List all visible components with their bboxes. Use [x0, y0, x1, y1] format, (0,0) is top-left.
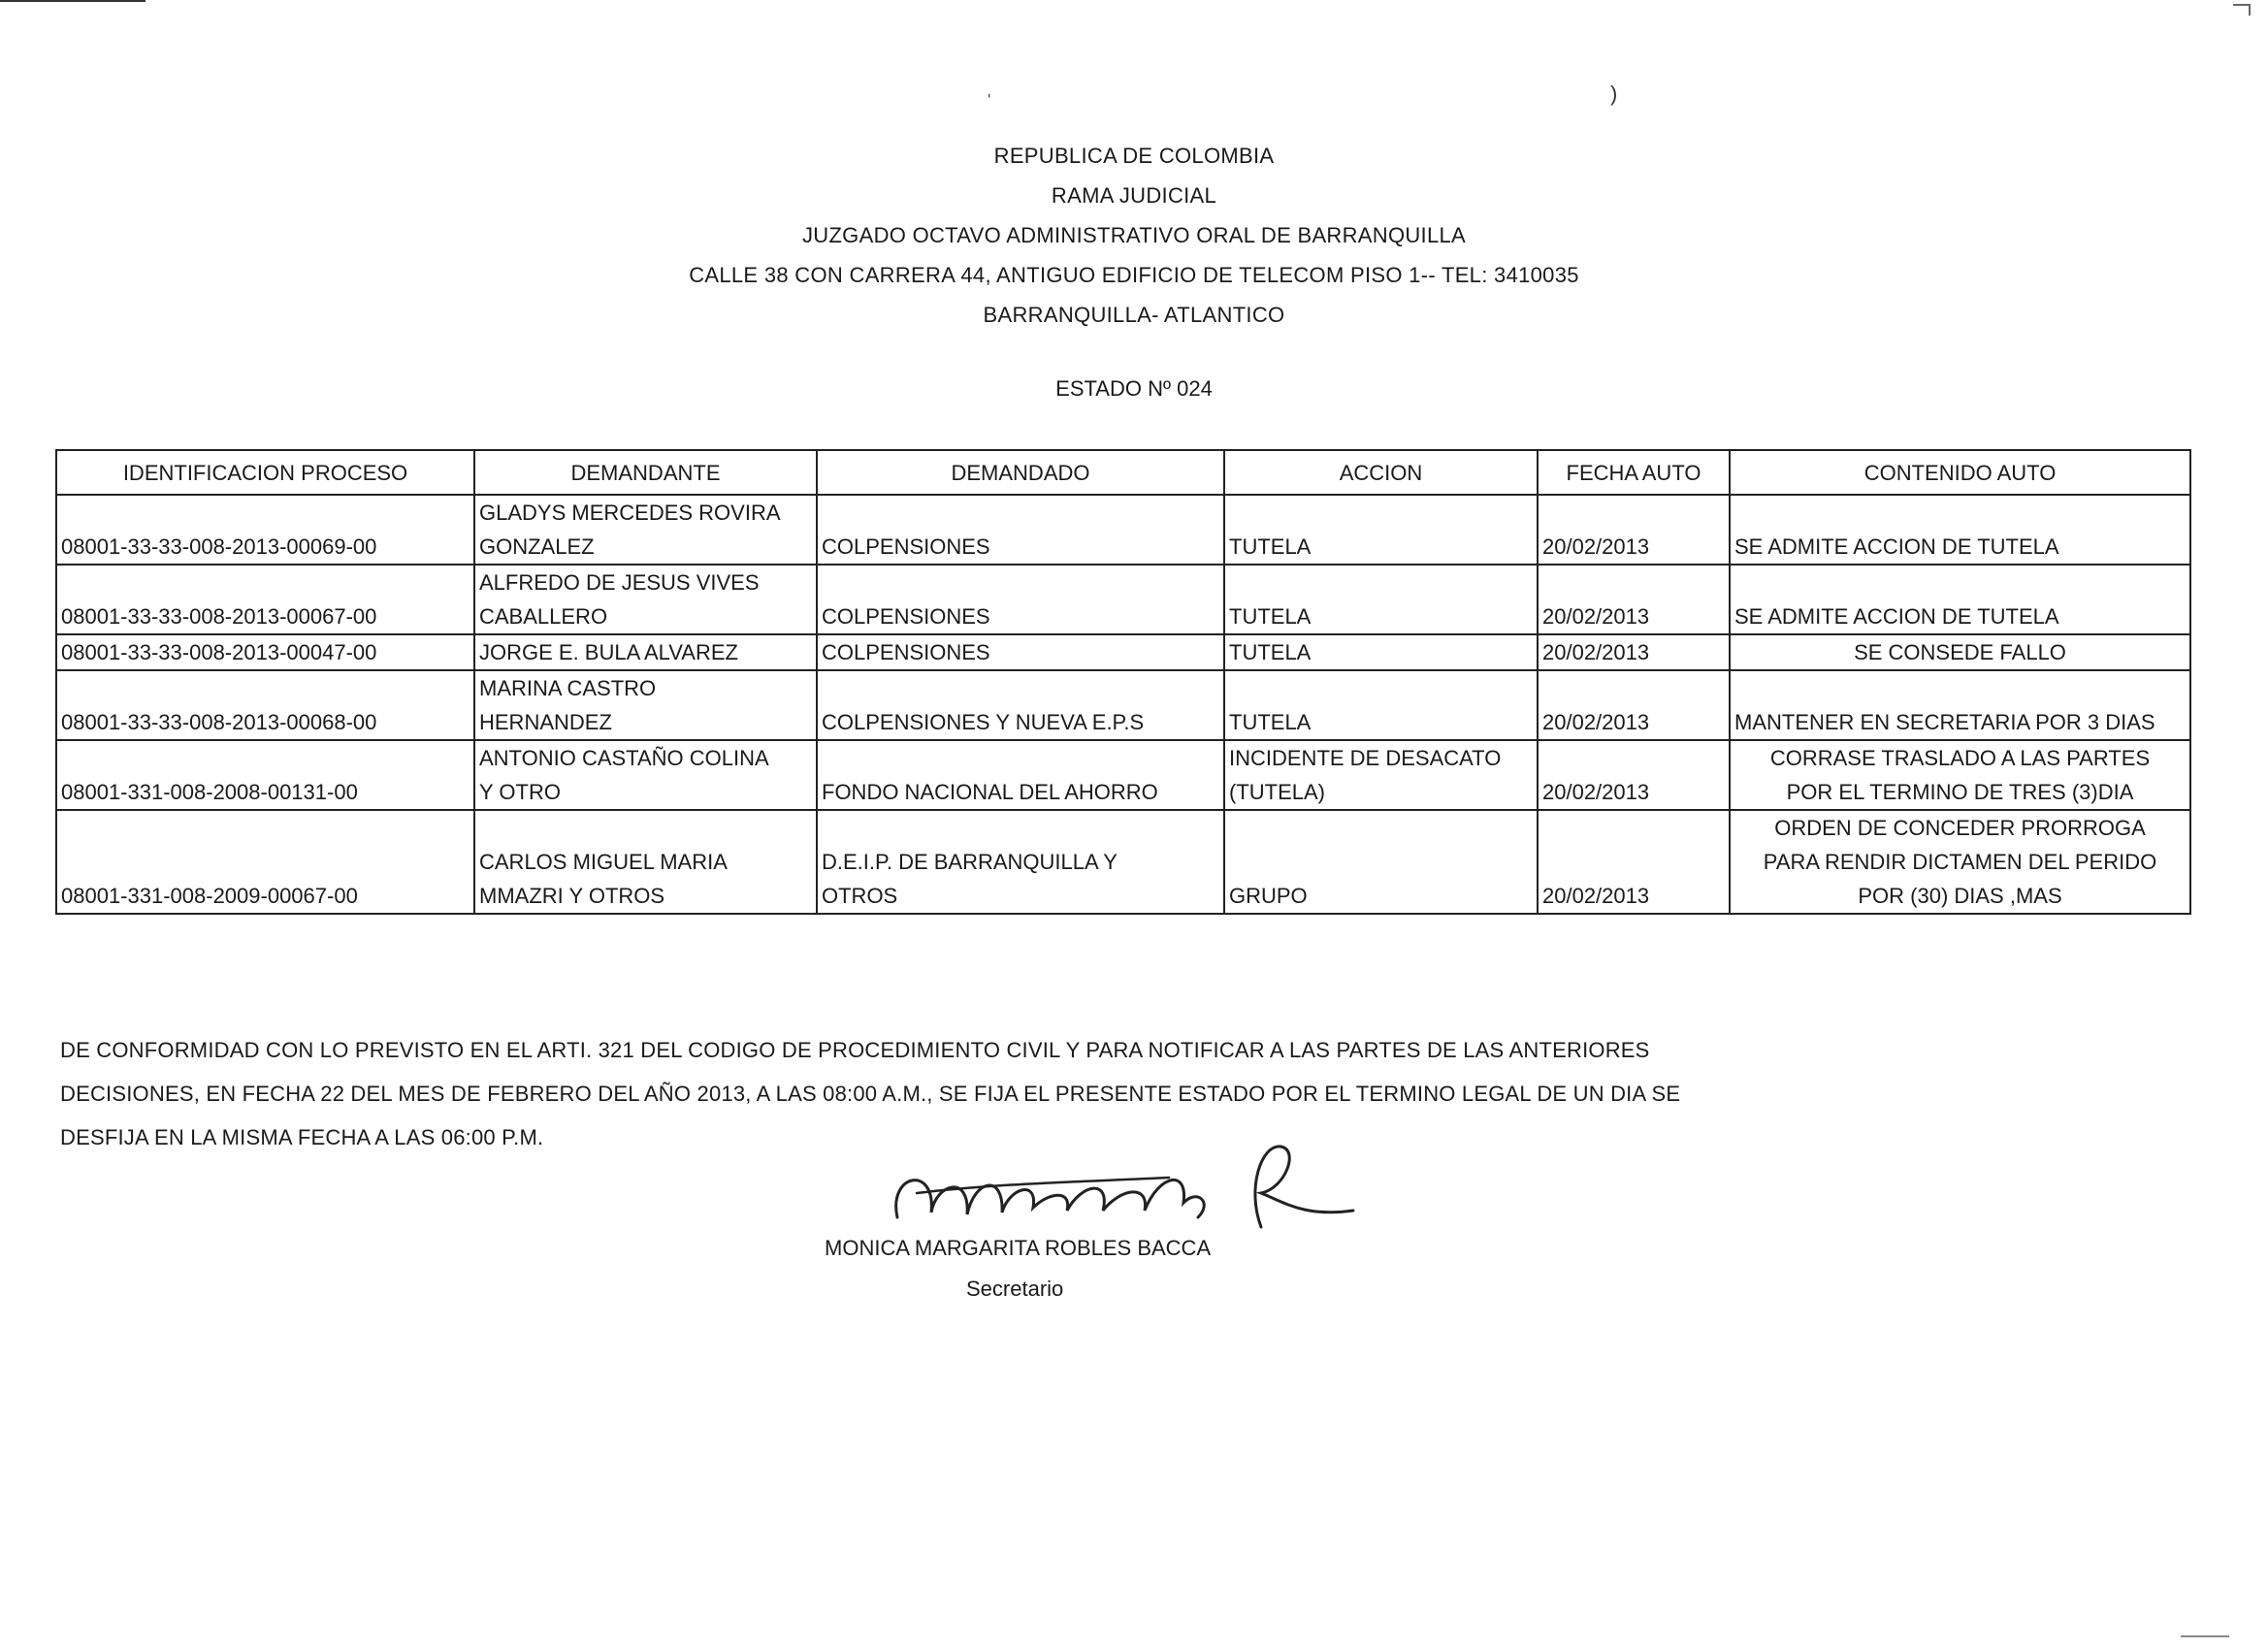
table-row: [56, 495, 2190, 565]
cell-demandado: [817, 670, 1224, 740]
table-row: [56, 670, 2190, 740]
cell-demandante-line: ANTONIO CASTAÑO COLINA: [479, 746, 769, 770]
cell-identificacion: 08001-33-33-008-2013-00069-00: [56, 495, 474, 565]
cell-identificacion: 08001-33-33-008-2013-00047-00: [56, 634, 474, 670]
header-court: JUZGADO OCTAVO ADMINISTRATIVO ORAL DE BARRANQUILLA: [801, 223, 1467, 247]
document-header: [0, 136, 2268, 335]
scan-artifact-mark: ˌ: [986, 74, 993, 98]
cell-identificacion: 08001-33-33-008-2013-00067-00: [56, 565, 474, 634]
notice-line: DESFIJA EN LA MISMA FECHA A LAS 06:00 P.M.: [60, 1125, 544, 1149]
top-edge-rule: [0, 0, 146, 2]
column-header: DEMANDANTE: [474, 450, 817, 495]
cell-accion: [1224, 670, 1538, 740]
cell-accion-line: TUTELA: [1229, 710, 1312, 734]
cell-demandado: [817, 740, 1224, 810]
cell-demandante-line: CARLOS MIGUEL MARIA: [479, 850, 728, 874]
cell-demandado: [817, 810, 1224, 914]
cell-demandante: [474, 810, 817, 914]
column-header: ACCION: [1224, 450, 1538, 495]
cell-accion: [1224, 634, 1538, 670]
scan-artifact-mark: ): [1610, 81, 1618, 106]
cell-demandado: [817, 495, 1224, 565]
cell-demandado-line: D.E.I.P. DE BARRANQUILLA Y: [822, 850, 1118, 874]
cell-demandante-line: MMAZRI Y OTROS: [479, 884, 665, 908]
table-row: [56, 565, 2190, 634]
cell-demandante-line: CABALLERO: [479, 604, 608, 629]
cell-contenido-auto-line: SE ADMITE ACCION DE TUTELA: [1734, 604, 2059, 629]
cell-demandado-line: FONDO NACIONAL DEL AHORRO: [822, 780, 1158, 804]
cell-accion: [1224, 495, 1538, 565]
cell-accion-line: TUTELA: [1229, 534, 1312, 559]
cell-demandado-line: OTROS: [822, 884, 898, 908]
signer-name: MONICA MARGARITA ROBLES BACCA: [825, 1236, 1212, 1260]
cell-contenido-auto-line: SE ADMITE ACCION DE TUTELA: [1734, 534, 2059, 559]
cell-contenido-auto: [1730, 810, 2190, 914]
cell-demandante: [474, 740, 817, 810]
cell-contenido-auto-line: POR EL TERMINO DE TRES (3)DIA: [1786, 780, 2134, 804]
cell-contenido-auto: [1730, 565, 2190, 634]
cell-fecha-auto: 20/02/2013: [1538, 634, 1730, 670]
column-header: FECHA AUTO: [1538, 450, 1730, 495]
cell-contenido-auto-line: SE CONSEDE FALLO: [1854, 640, 2066, 664]
cell-demandante: [474, 565, 817, 634]
estado-table: [55, 449, 2191, 915]
cell-identificacion: 08001-33-33-008-2013-00068-00: [56, 670, 474, 740]
cell-accion-line: INCIDENTE DE DESACATO: [1229, 746, 1502, 770]
cell-fecha-auto: 20/02/2013: [1538, 565, 1730, 634]
header-country: REPUBLICA DE COLOMBIA: [993, 144, 1275, 168]
column-header: DEMANDADO: [817, 450, 1224, 495]
cell-contenido-auto-line: ORDEN DE CONCEDER PRORROGA: [1774, 816, 2146, 840]
cell-contenido-auto: [1730, 495, 2190, 565]
cell-demandante-line: MARINA CASTRO: [479, 676, 657, 700]
cell-accion: [1224, 740, 1538, 810]
table-header-row: [56, 450, 2190, 495]
cell-demandante-line: HERNANDEZ: [479, 710, 612, 734]
header-address: CALLE 38 CON CARRERA 44, ANTIGUO EDIFICIO DE TELECOM PISO 1-- TEL: 3410035: [689, 263, 1579, 287]
cell-demandante: [474, 670, 817, 740]
cell-demandante-line: JORGE E. BULA ALVAREZ: [479, 640, 738, 664]
cell-accion-line: (TUTELA): [1229, 780, 1325, 804]
notice-line: DECISIONES, EN FECHA 22 DEL MES DE FEBRERO DEL AÑO 2013, A LAS 08:00 A.M., SE FIJA EL PRESENTE ESTADO POR EL TERMINO LEGAL DE UN DIA SE: [60, 1082, 1681, 1106]
cell-demandante-line: ALFREDO DE JESUS VIVES: [479, 570, 760, 595]
cell-fecha-auto: 20/02/2013: [1538, 495, 1730, 565]
cell-demandado: [817, 634, 1224, 670]
cell-contenido-auto: [1730, 634, 2190, 670]
cell-demandado-line: COLPENSIONES: [822, 534, 990, 559]
cell-contenido-auto: [1730, 740, 2190, 810]
cell-fecha-auto: 20/02/2013: [1538, 810, 1730, 914]
corner-scan-mark: [2233, 4, 2251, 16]
signer-title: Secretario: [966, 1277, 1064, 1301]
cell-accion-line: GRUPO: [1229, 884, 1308, 908]
table-row: [56, 810, 2190, 914]
cell-demandante: [474, 495, 817, 565]
cell-fecha-auto: 20/02/2013: [1538, 740, 1730, 810]
cell-accion: [1224, 810, 1538, 914]
cell-contenido-auto-line: CORRASE TRASLADO A LAS PARTES: [1769, 746, 2151, 770]
cell-demandado-line: COLPENSIONES: [822, 640, 990, 664]
estado-number: ESTADO Nº 024: [1055, 376, 1213, 401]
header-branch: RAMA JUDICIAL: [1051, 183, 1217, 208]
cell-demandado: [817, 565, 1224, 634]
cell-accion-line: TUTELA: [1229, 640, 1312, 664]
cell-fecha-auto: 20/02/2013: [1538, 670, 1730, 740]
cell-demandante-line: Y OTRO: [479, 780, 561, 804]
cell-demandante: [474, 634, 817, 670]
cell-contenido-auto-line: MANTENER EN SECRETARIA POR 3 DIAS: [1734, 710, 2155, 734]
column-header: CONTENIDO AUTO: [1730, 450, 2190, 495]
column-header: IDENTIFICACION PROCESO: [56, 450, 474, 495]
table-row: [56, 634, 2190, 670]
cell-demandante-line: GLADYS MERCEDES ROVIRA: [479, 501, 781, 525]
handwritten-signature: [878, 1135, 1363, 1242]
cell-demandante-line: GONZALEZ: [479, 534, 595, 559]
notice-line: DE CONFORMIDAD CON LO PREVISTO EN EL ARTI. 321 DEL CODIGO DE PROCEDIMIENTO CIVIL Y PARA NOTIFICAR A LAS PARTES DE LAS ANTERIORES: [60, 1038, 1650, 1062]
cell-demandado-line: COLPENSIONES Y NUEVA E.P.S: [822, 710, 1145, 734]
cell-demandado-line: COLPENSIONES: [822, 604, 990, 629]
cell-identificacion: 08001-331-008-2008-00131-00: [56, 740, 474, 810]
cell-accion: [1224, 565, 1538, 634]
cell-contenido-auto: [1730, 670, 2190, 740]
cell-accion-line: TUTELA: [1229, 604, 1312, 629]
cell-identificacion: 08001-331-008-2009-00067-00: [56, 810, 474, 914]
header-city: BARRANQUILLA- ATLANTICO: [983, 303, 1285, 327]
bottom-scan-mark: [2181, 1635, 2229, 1637]
cell-contenido-auto-line: PARA RENDIR DICTAMEN DEL PERIDO: [1763, 850, 2157, 874]
table-body: [56, 495, 2190, 914]
table-row: [56, 740, 2190, 810]
cell-contenido-auto-line: POR (30) DIAS ,MAS: [1858, 884, 2062, 908]
